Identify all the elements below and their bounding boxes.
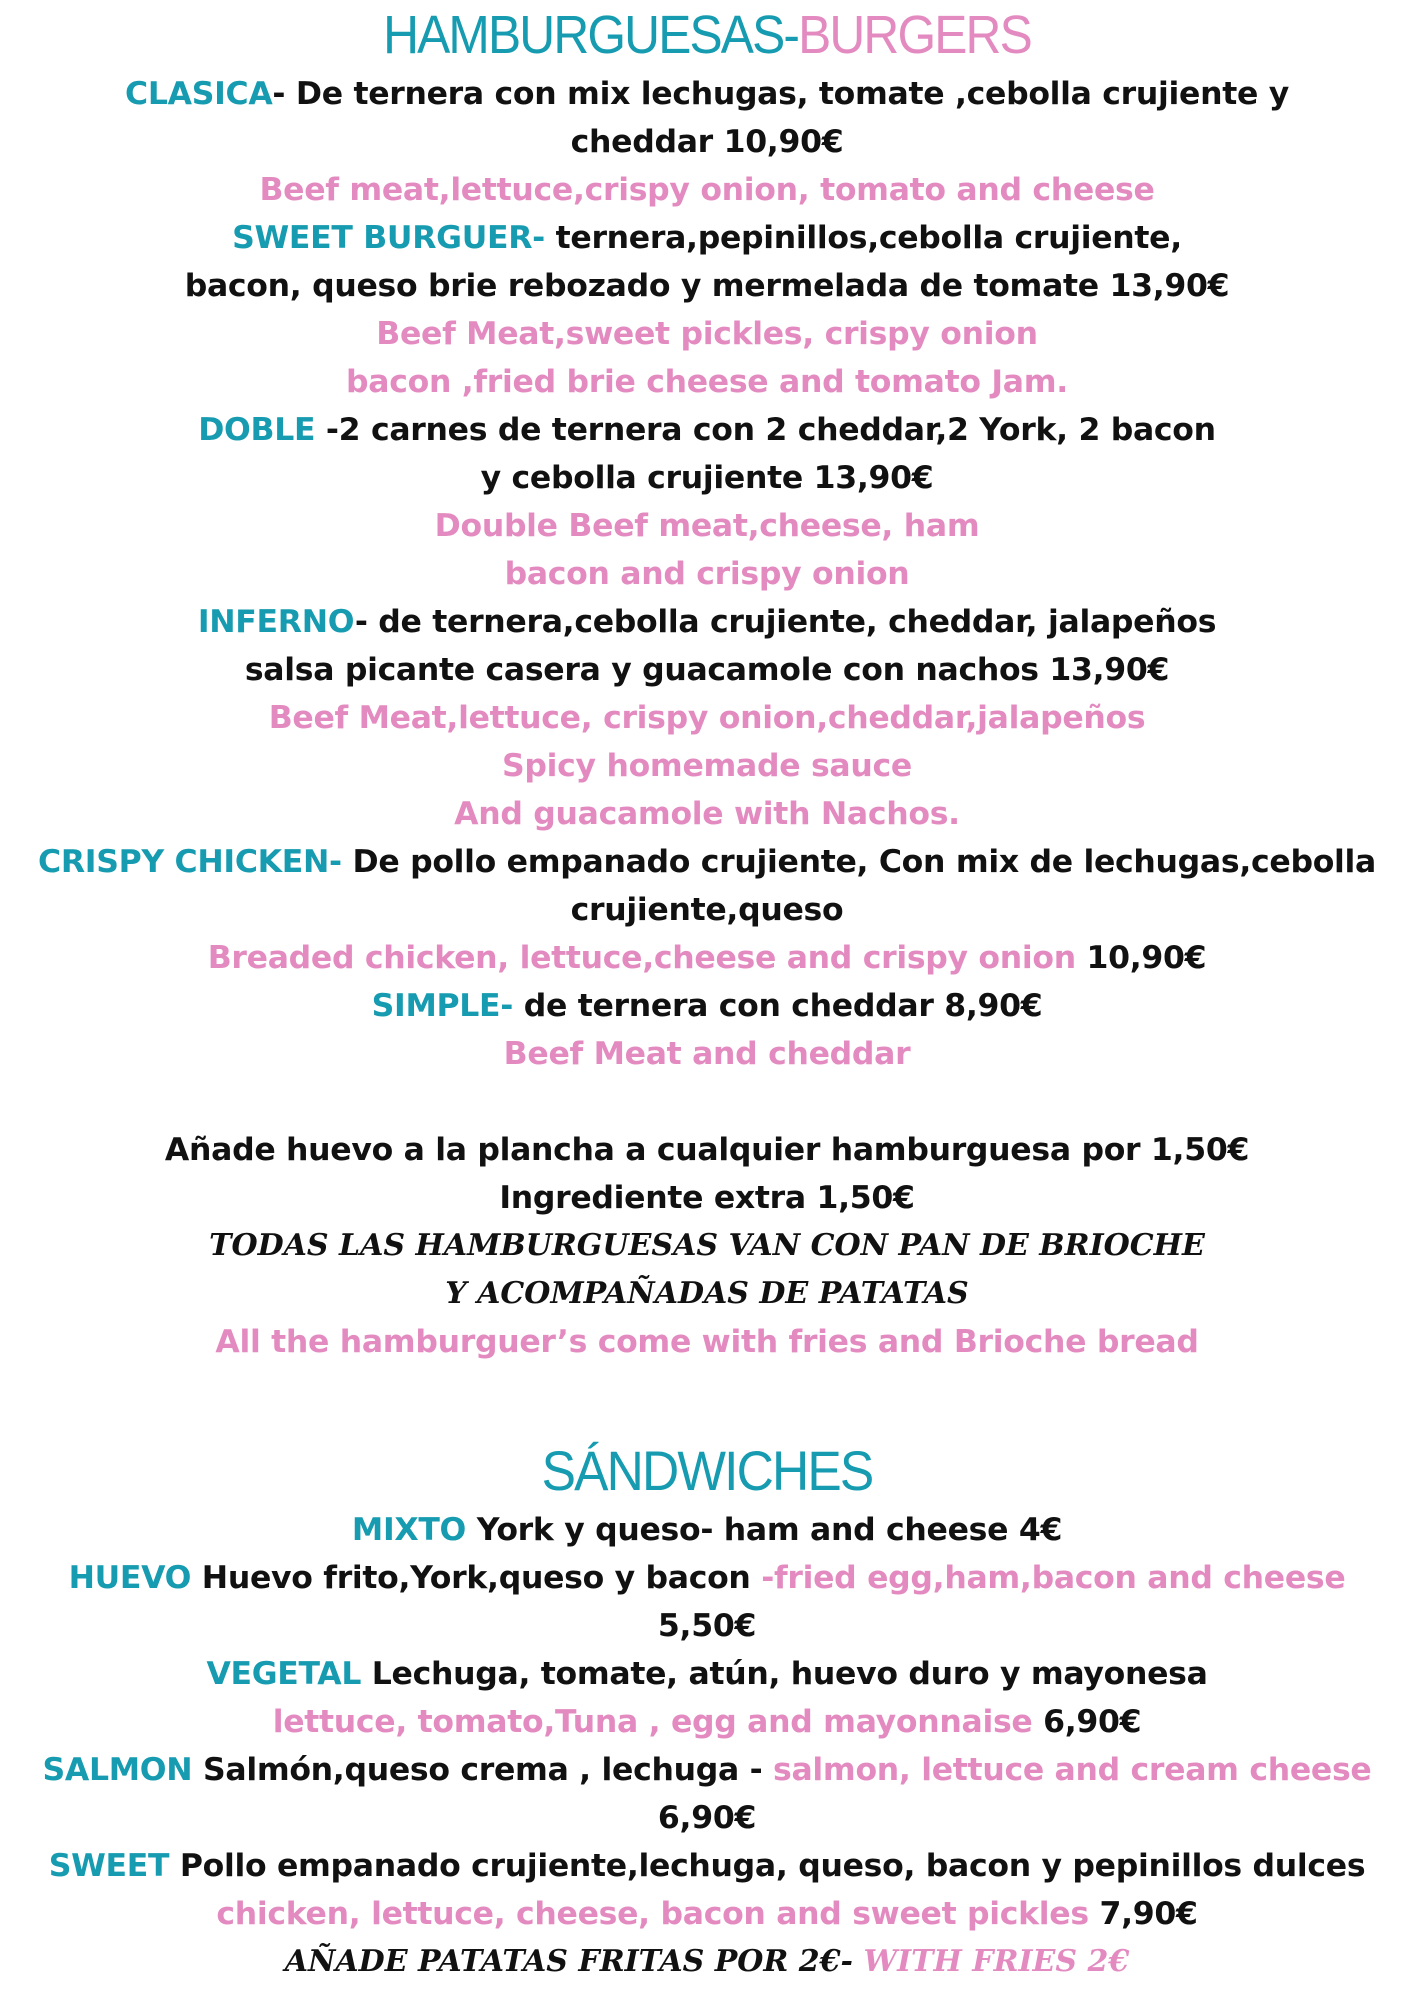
item-crispy-name: CRISPY CHICKEN- bbox=[38, 844, 342, 880]
item-mixto-desc: York y queso- ham and cheese 4€ bbox=[466, 1512, 1063, 1548]
item-clasica-name: CLASICA bbox=[125, 76, 273, 112]
item-clasica-price-line: cheddar 10,90€ bbox=[570, 124, 844, 160]
item-doble-name: DOBLE bbox=[198, 412, 316, 448]
item-vegetal-english: lettuce, tomato,Tuna , egg and mayonnaise bbox=[272, 1704, 1033, 1740]
burgers-heading-en: BURGERS bbox=[798, 5, 1031, 65]
item-mixto bbox=[0, 1506, 1414, 1554]
item-vegetal bbox=[0, 1650, 1414, 1698]
sandwiches-section bbox=[0, 1506, 1414, 1986]
item-huevo bbox=[0, 1554, 1414, 1602]
item-sweet-sandwich-price: 7,90€ bbox=[1088, 1896, 1198, 1932]
item-vegetal-english-line bbox=[0, 1698, 1414, 1746]
item-vegetal-desc: Lechuga, tomate, atún, huevo duro y mayonesa bbox=[361, 1656, 1208, 1692]
item-inferno-price-line: salsa picante casera y guacamole con nachos 13,90€ bbox=[244, 652, 1170, 688]
item-clasica-line1 bbox=[0, 70, 1414, 118]
item-sweet-sandwich bbox=[0, 1842, 1414, 1890]
item-simple-name: SIMPLE- bbox=[371, 988, 514, 1024]
spacer bbox=[0, 1078, 1414, 1126]
brioche-note-english: All the hamburguer’s come with fries and Brioche bread bbox=[215, 1324, 1199, 1360]
burgers-heading bbox=[57, 0, 1358, 70]
item-sweet-line1 bbox=[0, 214, 1414, 262]
item-sweet-sandwich-english: chicken, lettuce, cheese, bacon and sweet pickles bbox=[216, 1896, 1089, 1932]
item-simple-line1 bbox=[0, 982, 1414, 1030]
item-salmon bbox=[0, 1746, 1414, 1794]
item-sweet-sandwich-english-line bbox=[0, 1890, 1414, 1938]
extra-egg-note: Añade huevo a la plancha a cualquier hamburguesa por 1,50€ bbox=[164, 1132, 1250, 1168]
item-simple-desc: de ternera con cheddar 8,90€ bbox=[513, 988, 1043, 1024]
sandwiches-heading bbox=[57, 1436, 1358, 1506]
item-huevo-english: -fried egg,ham,bacon and cheese bbox=[761, 1560, 1346, 1596]
fries-note-en: WITH FRIES 2€ bbox=[863, 1944, 1130, 1979]
item-doble-line1 bbox=[0, 406, 1414, 454]
item-sweet-sandwich-name: SWEET bbox=[48, 1848, 170, 1884]
item-salmon-price: 6,90€ bbox=[657, 1800, 757, 1836]
item-sweet-name: SWEET BURGUER- bbox=[232, 220, 545, 256]
item-inferno-english-1: Beef Meat,lettuce, crispy onion,cheddar,jalapeños bbox=[268, 700, 1146, 736]
brioche-note-2: Y ACOMPAÑADAS DE PATATAS bbox=[445, 1276, 969, 1311]
item-simple-english: Beef Meat and cheddar bbox=[503, 1036, 911, 1072]
item-inferno-line1 bbox=[0, 598, 1414, 646]
item-salmon-name: SALMON bbox=[42, 1752, 193, 1788]
item-sweet-desc: ternera,pepinillos,cebolla crujiente, bbox=[544, 220, 1182, 256]
burgers-section bbox=[0, 70, 1414, 1366]
item-doble-english-2: bacon and crispy onion bbox=[504, 556, 910, 592]
item-inferno-english-2: Spicy homemade sauce bbox=[502, 748, 912, 784]
fries-note-es: AÑADE PATATAS FRITAS POR 2€- bbox=[284, 1944, 864, 1979]
fries-note bbox=[0, 1938, 1414, 1986]
item-salmon-desc: Salmón,queso crema , lechuga - bbox=[192, 1752, 774, 1788]
item-clasica-desc: - De ternera con mix lechugas, tomate ,cebolla crujiente y bbox=[272, 76, 1289, 112]
item-doble-english-1: Double Beef meat,cheese, ham bbox=[434, 508, 980, 544]
sandwiches-heading-text: SÁNDWICHES bbox=[541, 1439, 873, 1502]
item-vegetal-price: 6,90€ bbox=[1032, 1704, 1142, 1740]
item-sweet-price-line: bacon, queso brie rebozado y mermelada de tomate 13,90€ bbox=[184, 268, 1230, 304]
item-huevo-name: HUEVO bbox=[68, 1560, 192, 1596]
item-crispy-price: 10,90€ bbox=[1075, 940, 1207, 976]
item-doble-price-line: y cebolla crujiente 13,90€ bbox=[480, 460, 934, 496]
item-clasica-english: Beef meat,lettuce,crispy onion, tomato and cheese bbox=[259, 172, 1155, 208]
item-inferno-desc: - de ternera,cebolla crujiente, cheddar, jalapeños bbox=[354, 604, 1217, 640]
item-doble-desc: -2 carnes de ternera con 2 cheddar,2 York, 2 bacon bbox=[315, 412, 1216, 448]
item-inferno-english-3: And guacamole with Nachos. bbox=[454, 796, 960, 832]
brioche-note-1: TODAS LAS HAMBURGUESAS VAN CON PAN DE BRIOCHE bbox=[209, 1228, 1205, 1263]
item-huevo-desc: Huevo frito,York,queso y bacon bbox=[191, 1560, 762, 1596]
item-mixto-name: MIXTO bbox=[351, 1512, 467, 1548]
item-sweet-english-1: Beef Meat,sweet pickles, crispy onion bbox=[376, 316, 1038, 352]
item-sweet-english-2: bacon ,fried brie cheese and tomato Jam. bbox=[346, 364, 1068, 400]
item-huevo-price: 5,50€ bbox=[657, 1608, 757, 1644]
item-sweet-sandwich-desc: Pollo empanado crujiente,lechuga, queso, bacon y pepinillos dulces bbox=[169, 1848, 1366, 1884]
item-crispy-line2: crujiente,queso bbox=[570, 892, 844, 928]
item-crispy-english: Breaded chicken, lettuce,cheese and crispy onion bbox=[207, 940, 1076, 976]
item-salmon-english: salmon, lettuce and cream cheese bbox=[773, 1752, 1372, 1788]
item-crispy-line1 bbox=[0, 838, 1414, 886]
extra-ingredient-note: Ingrediente extra 1,50€ bbox=[499, 1180, 915, 1216]
item-vegetal-name: VEGETAL bbox=[206, 1656, 362, 1692]
item-crispy-desc: De pollo empanado crujiente, Con mix de lechugas,cebolla bbox=[341, 844, 1376, 880]
burgers-heading-es: HAMBURGUESAS- bbox=[383, 5, 799, 65]
item-crispy-english-line bbox=[0, 934, 1414, 982]
item-inferno-name: INFERNO bbox=[197, 604, 355, 640]
